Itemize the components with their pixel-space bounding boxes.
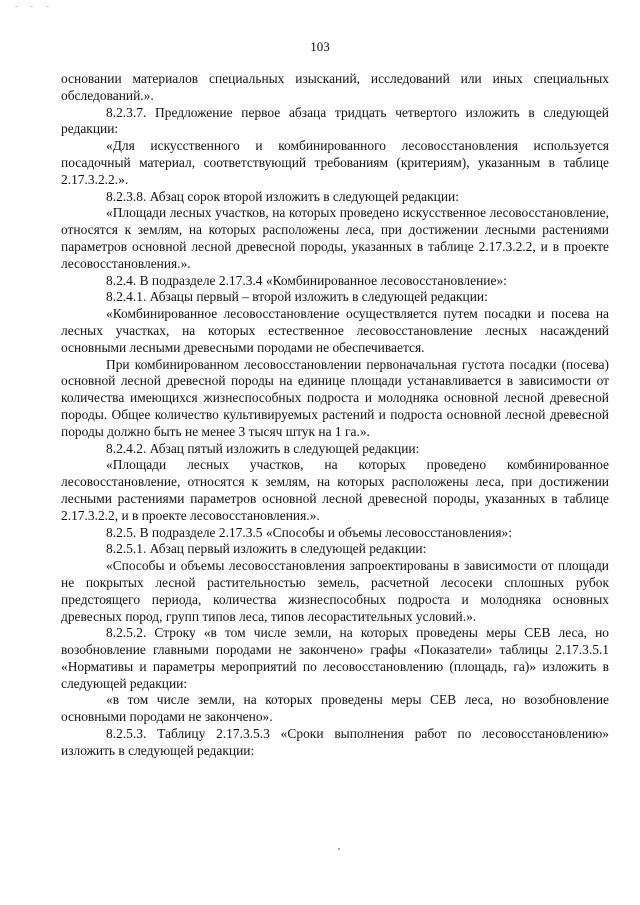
paragraph-quote-combined-plots: «Площади лесных участков, на которых проведено комбинированное лесовосстановление, относятся к землям, на которых расположены леса, при достижении лесными растениями параметров основной лесной древесной породы, указанных в таблице 2.17.3.2.2, и в проекте лесовосстановления.». — [61, 457, 609, 523]
paragraph-8-2-5-1: 8.2.5.1. Абзац первый изложить в следующей редакции: — [106, 541, 427, 557]
paragraph-quote-methods-volumes: «Способы и объемы лесовосстановления запроектированы в зависимости от площади не покрытых лесной растительностью земель, расчетной лесосеки сплошных рубок предстоящего периода, количества жизнеспособных подроста и молодняка основных древесных пород, групп типов леса, типов лесорастительных условий.». — [61, 558, 609, 624]
document-body — [61, 71, 609, 760]
paragraph-continuation: основании материалов специальных изысканий, исследований или иных специальных обследований.». — [61, 71, 609, 103]
paragraph-8-2-4-1: 8.2.4.1. Абзацы первый – второй изложить в следующей редакции: — [106, 289, 488, 305]
paragraph-8-2-3-8: 8.2.3.8. Абзац сорок второй изложить в следующей редакции: — [106, 188, 459, 204]
paragraph-8-2-5: 8.2.5. В подразделе 2.17.3.5 «Способы и объемы лесовосстановления»: — [106, 524, 512, 540]
scan-speck — [338, 848, 340, 850]
paragraph-quote-artificial-reforestation: «Площади лесных участков, на которых проведено искусственное лесовосстановление, относятся к землям, на которых расположены леса, при достижении лесными растениями параметров основной лесной древесной породы, указанных в таблице 2.17.3.2.2, и в проекте лесовосстановления.». — [61, 205, 609, 271]
paragraph-8-2-4: 8.2.4. В подразделе 2.17.3.4 «Комбинированное лесовосстановление»: — [106, 272, 507, 288]
paragraph-8-2-5-2: 8.2.5.2. Строку «в том числе земли, на которых проведены меры СЕВ леса, но возобновление главными породами не закончено» графы «Показатели» таблицы 2.17.3.5.1 «Нормативы и параметры мероприятий по лесовосстановлению (площадь, га)» изложить в следующей редакции: — [61, 625, 609, 691]
paragraph-8-2-4-2: 8.2.4.2. Абзац пятый изложить в следующей редакции: — [106, 440, 420, 456]
paragraph-quote-planting-material: «Для искусственного и комбинированного лесовосстановления используется посадочный материал, соответствующий требованиям (критериям), указанным в таблице 2.17.3.2.2.». — [61, 138, 609, 187]
paragraph-quote-sev-lands: «в том числе земли, на которых проведены меры СЕВ леса, но возобновление основными породами не закончено». — [61, 692, 609, 725]
scan-speck — [30, 6, 33, 7]
page-number: 103 — [310, 39, 330, 54]
paragraph-8-2-5-3: 8.2.5.3. Таблицу 2.17.3.5.3 «Сроки выполнения работ по лесовосстановлению» изложить в следующей редакции: — [61, 726, 609, 758]
paragraph-quote-combined-reforestation: «Комбинированное лесовосстановление осуществляется путем посадки и посева на лесных участках, на которых естественное лесовосстановление лесных насаждений основными лесными древесными породами не обеспечивается. — [61, 306, 609, 355]
scan-speck — [15, 6, 18, 7]
paragraph-8-2-3-7: 8.2.3.7. Предложение первое абзаца тридцать четвертого изложить в следующей редакции: — [61, 104, 609, 137]
paragraph-planting-density: При комбинированном лесовосстановлении первоначальная густота посадки (посева) основной лесной древесной породы на единице площади устанавливается в зависимости от количества имеющихся жизнеспособных подроста и молодняка основной лесной древесной породы. Общее количество культивируемых растений и подроста основной лесной древесной породы должно быть не менее 3 тысяч штук на 1 га.». — [61, 356, 609, 439]
scan-speck — [46, 6, 49, 7]
